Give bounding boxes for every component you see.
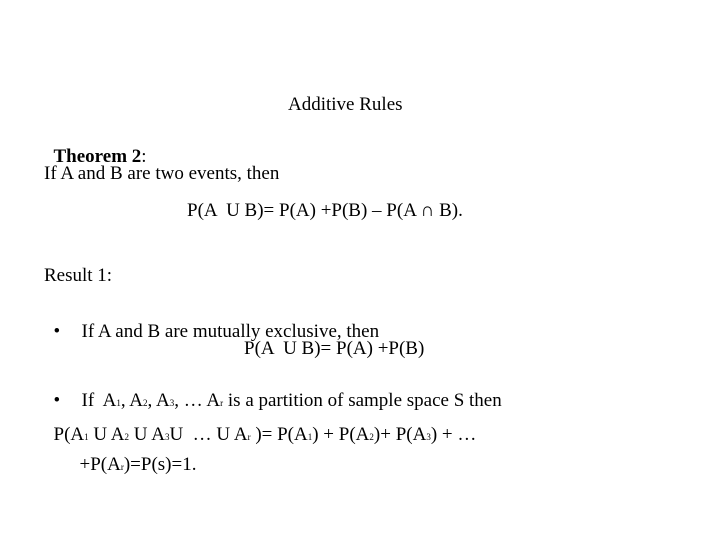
partition-formula: P(A1 U A2 U A3U … U Ar )= P(A1) + P(A2)+ P(A3) + … (53, 424, 477, 445)
result-bullet-2 (44, 372, 502, 410)
result-heading: Result 1: (44, 265, 113, 286)
bullet-1-text: If A and B are mutually exclusive, then (81, 321, 380, 342)
partition-formula-continued: +P(Ar)=P(s)=1. (79, 454, 197, 475)
slide-title: Additive Rules (288, 94, 403, 115)
theorem-colon: : (141, 146, 147, 167)
bullet-icon: • (53, 321, 61, 342)
theorem-label: Theorem 2 (53, 146, 142, 167)
theorem-formula: P(A U B)= P(A) +P(B) – P(A ∩ B). (187, 200, 463, 221)
bullet-1-formula: P(A U B)= P(A) +P(B) (244, 338, 425, 359)
bullet-icon: • (53, 390, 61, 411)
bullet-2-text: If A1, A2, A3, … Ar is a partition of sample space S then (81, 390, 502, 411)
theorem-statement: If A and B are two events, then (44, 163, 280, 184)
theorem-heading (44, 128, 147, 166)
result-bullet-1 (44, 303, 379, 341)
